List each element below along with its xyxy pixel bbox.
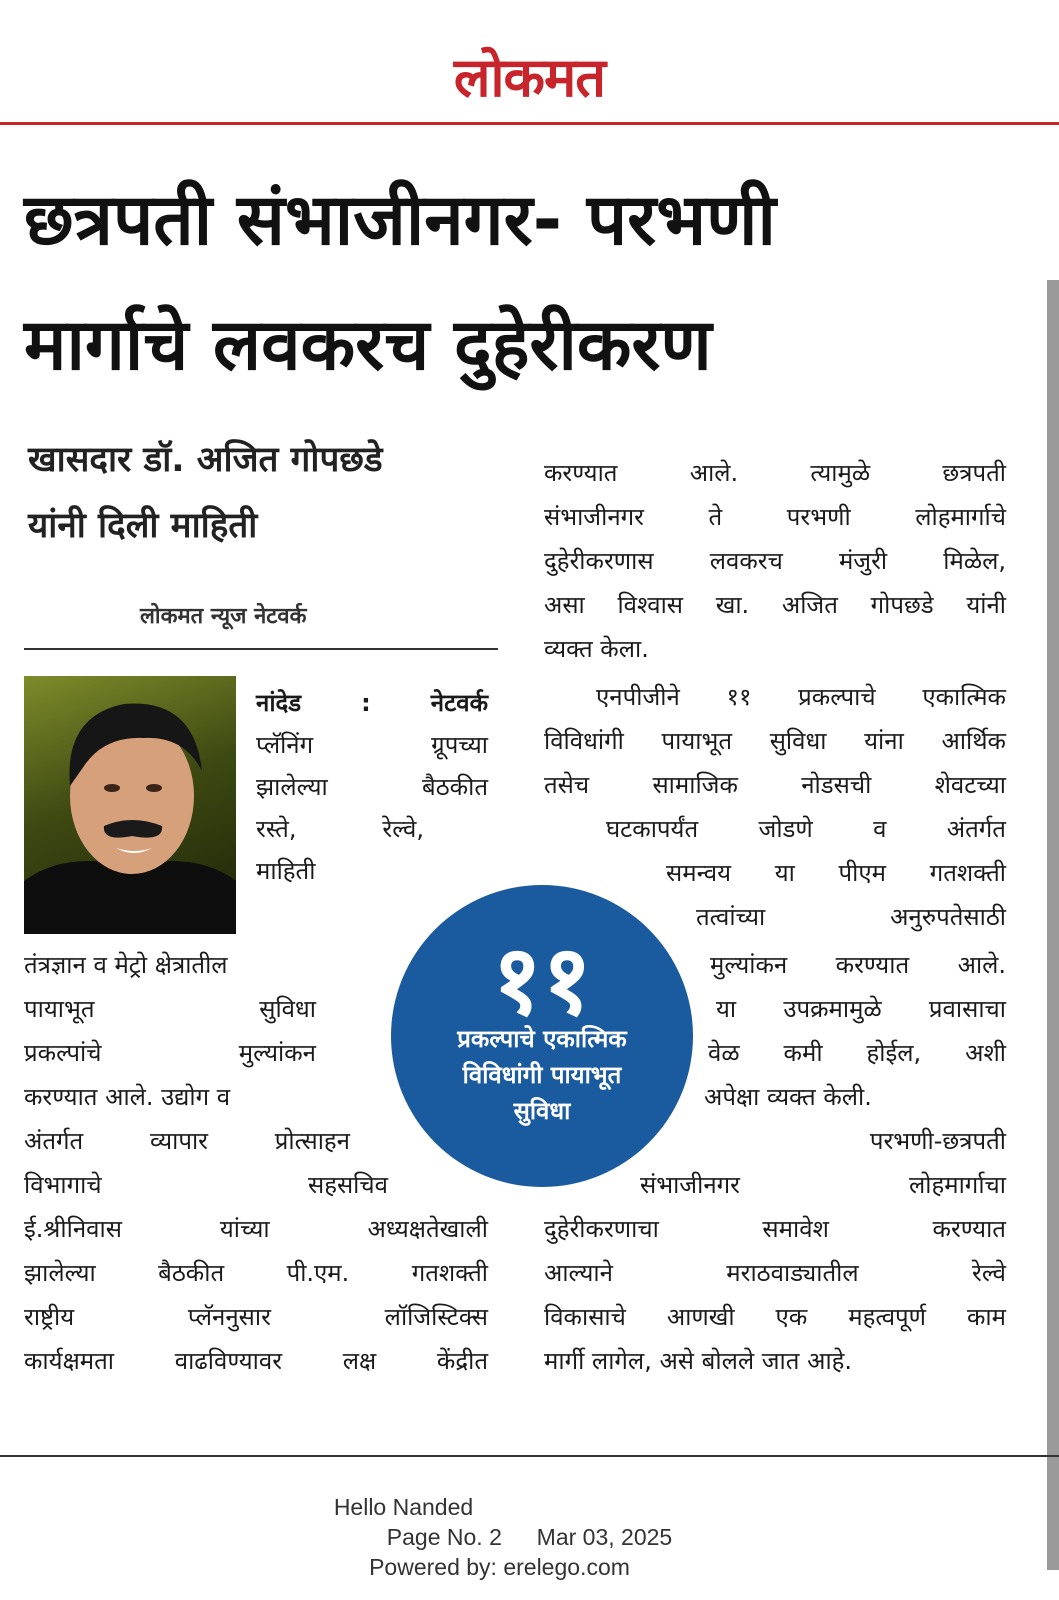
text-line: एनपीजीने ११ प्रकल्पाचे एकात्मिक [596, 683, 1006, 711]
text-line: परभणी-छत्रपती [869, 1127, 1006, 1155]
text-line: माहिती [256, 857, 316, 885]
headline-line-1: छत्रपती संभाजीनगर- परभणी [24, 178, 776, 261]
portrait-photo-icon [24, 676, 236, 934]
page-edge-bar [1047, 280, 1059, 1570]
text-line: संभाजीनगर ते परभणी लोहमार्गाचे [544, 503, 1006, 531]
subhead-line-1: खासदार डॉ. अजित गोपछडे [28, 440, 383, 480]
text-line: झालेल्या बैठकीत [256, 773, 488, 801]
text-line: तत्वांच्या अनुरुपतेसाठी [696, 903, 1006, 931]
text-line: प्लॅनिंग ग्रूपच्या [256, 731, 488, 759]
text-line: करण्यात आले. उद्योग व [24, 1083, 231, 1111]
subhead-line-2: यांनी दिली माहिती [28, 506, 258, 546]
text-line: नांदेड : नेटवर्क [256, 689, 488, 717]
footer-divider [0, 1455, 1059, 1457]
callout-line-1: प्रकल्पाचे एकात्मिक [457, 1025, 627, 1053]
text-line: संभाजीनगर लोहमार्गाचा [640, 1171, 1006, 1199]
text-line: मुल्यांकन करण्यात आले. [710, 951, 1006, 979]
text-line: असा विश्वास खा. अजित गोपछडे यांनी [544, 591, 1006, 619]
text-line: तसेच सामाजिक नोडसची शेवटच्या [544, 771, 1006, 799]
text-line: दुहेरीकरणाचा समावेश करण्यात [544, 1215, 1006, 1243]
text-line: अंतर्गत व्यापार प्रोत्साहन [24, 1127, 350, 1155]
text-line: विकासाचे आणखी एक महत्वपूर्ण काम [544, 1303, 1006, 1331]
text-line: झालेल्या बैठकीत पी.एम. गतशक्ती [24, 1259, 488, 1287]
text-line: मार्गी लागेल, असे बोलले जात आहे. [544, 1347, 852, 1375]
text-line: ई.श्रीनिवास यांच्या अध्यक्षतेखाली [24, 1215, 488, 1243]
text-line: आल्याने मराठवाड्यातील रेल्वे [544, 1259, 1006, 1287]
text-line: पायाभूत सुविधा [24, 995, 316, 1023]
text-line: घटकापर्यंत जोडणे व अंतर्गत [606, 815, 1006, 843]
headline-line-2: मार्गाचे लवकरच दुहेरीकरण [24, 303, 712, 386]
footer-page: Page No. 2 [386, 1524, 502, 1550]
footer-source: Hello Nanded [333, 1494, 474, 1520]
text-line: प्रकल्पांचे मुल्यांकन [24, 1039, 316, 1067]
text-line: करण्यात आले. त्यामुळे छत्रपती [544, 459, 1006, 487]
text-line: या उपक्रमामुळे प्रवासाचा [716, 995, 1006, 1023]
text-line: राष्ट्रीय प्लॅननुसार लॉजिस्टिक्स [24, 1303, 488, 1331]
byline: लोकमत न्यूज नेटवर्क [140, 604, 307, 629]
text-line: विविधांगी पायाभूत सुविधा यांना आर्थिक [544, 727, 1006, 755]
text-line: कार्यक्षमता वाढविण्यावर लक्ष केंद्रीत [24, 1347, 488, 1375]
newspaper-logo: लोकमत [453, 46, 606, 109]
text-line: तंत्रज्ञान व मेट्रो क्षेत्रातील [24, 951, 228, 979]
text-line: अपेक्षा व्यक्त केली. [704, 1083, 872, 1111]
text-line: समन्वय या पीएम गतशक्ती [666, 859, 1006, 887]
callout-line-2: विविधांगी पायाभूत [462, 1061, 622, 1089]
text-line: रस्ते, रेल्वे, [256, 815, 424, 843]
footer-date: Mar 03, 2025 [536, 1524, 673, 1550]
callout-number: ११ [492, 924, 592, 1036]
text-line: वेळ कमी होईल, अशी [708, 1039, 1006, 1067]
footer-page-date [0, 1522, 1059, 1552]
text-line: विभागाचे सहसचिव [24, 1171, 388, 1199]
callout-line-3: सुविधा [513, 1097, 571, 1125]
text-line: दुहेरीकरणास लवकरच मंजुरी मिळेल, [544, 547, 1006, 575]
footer-powered-by: Powered by: erelego.com [369, 1554, 630, 1580]
divider [24, 648, 498, 650]
text-line: व्यक्त केला. [544, 635, 649, 663]
